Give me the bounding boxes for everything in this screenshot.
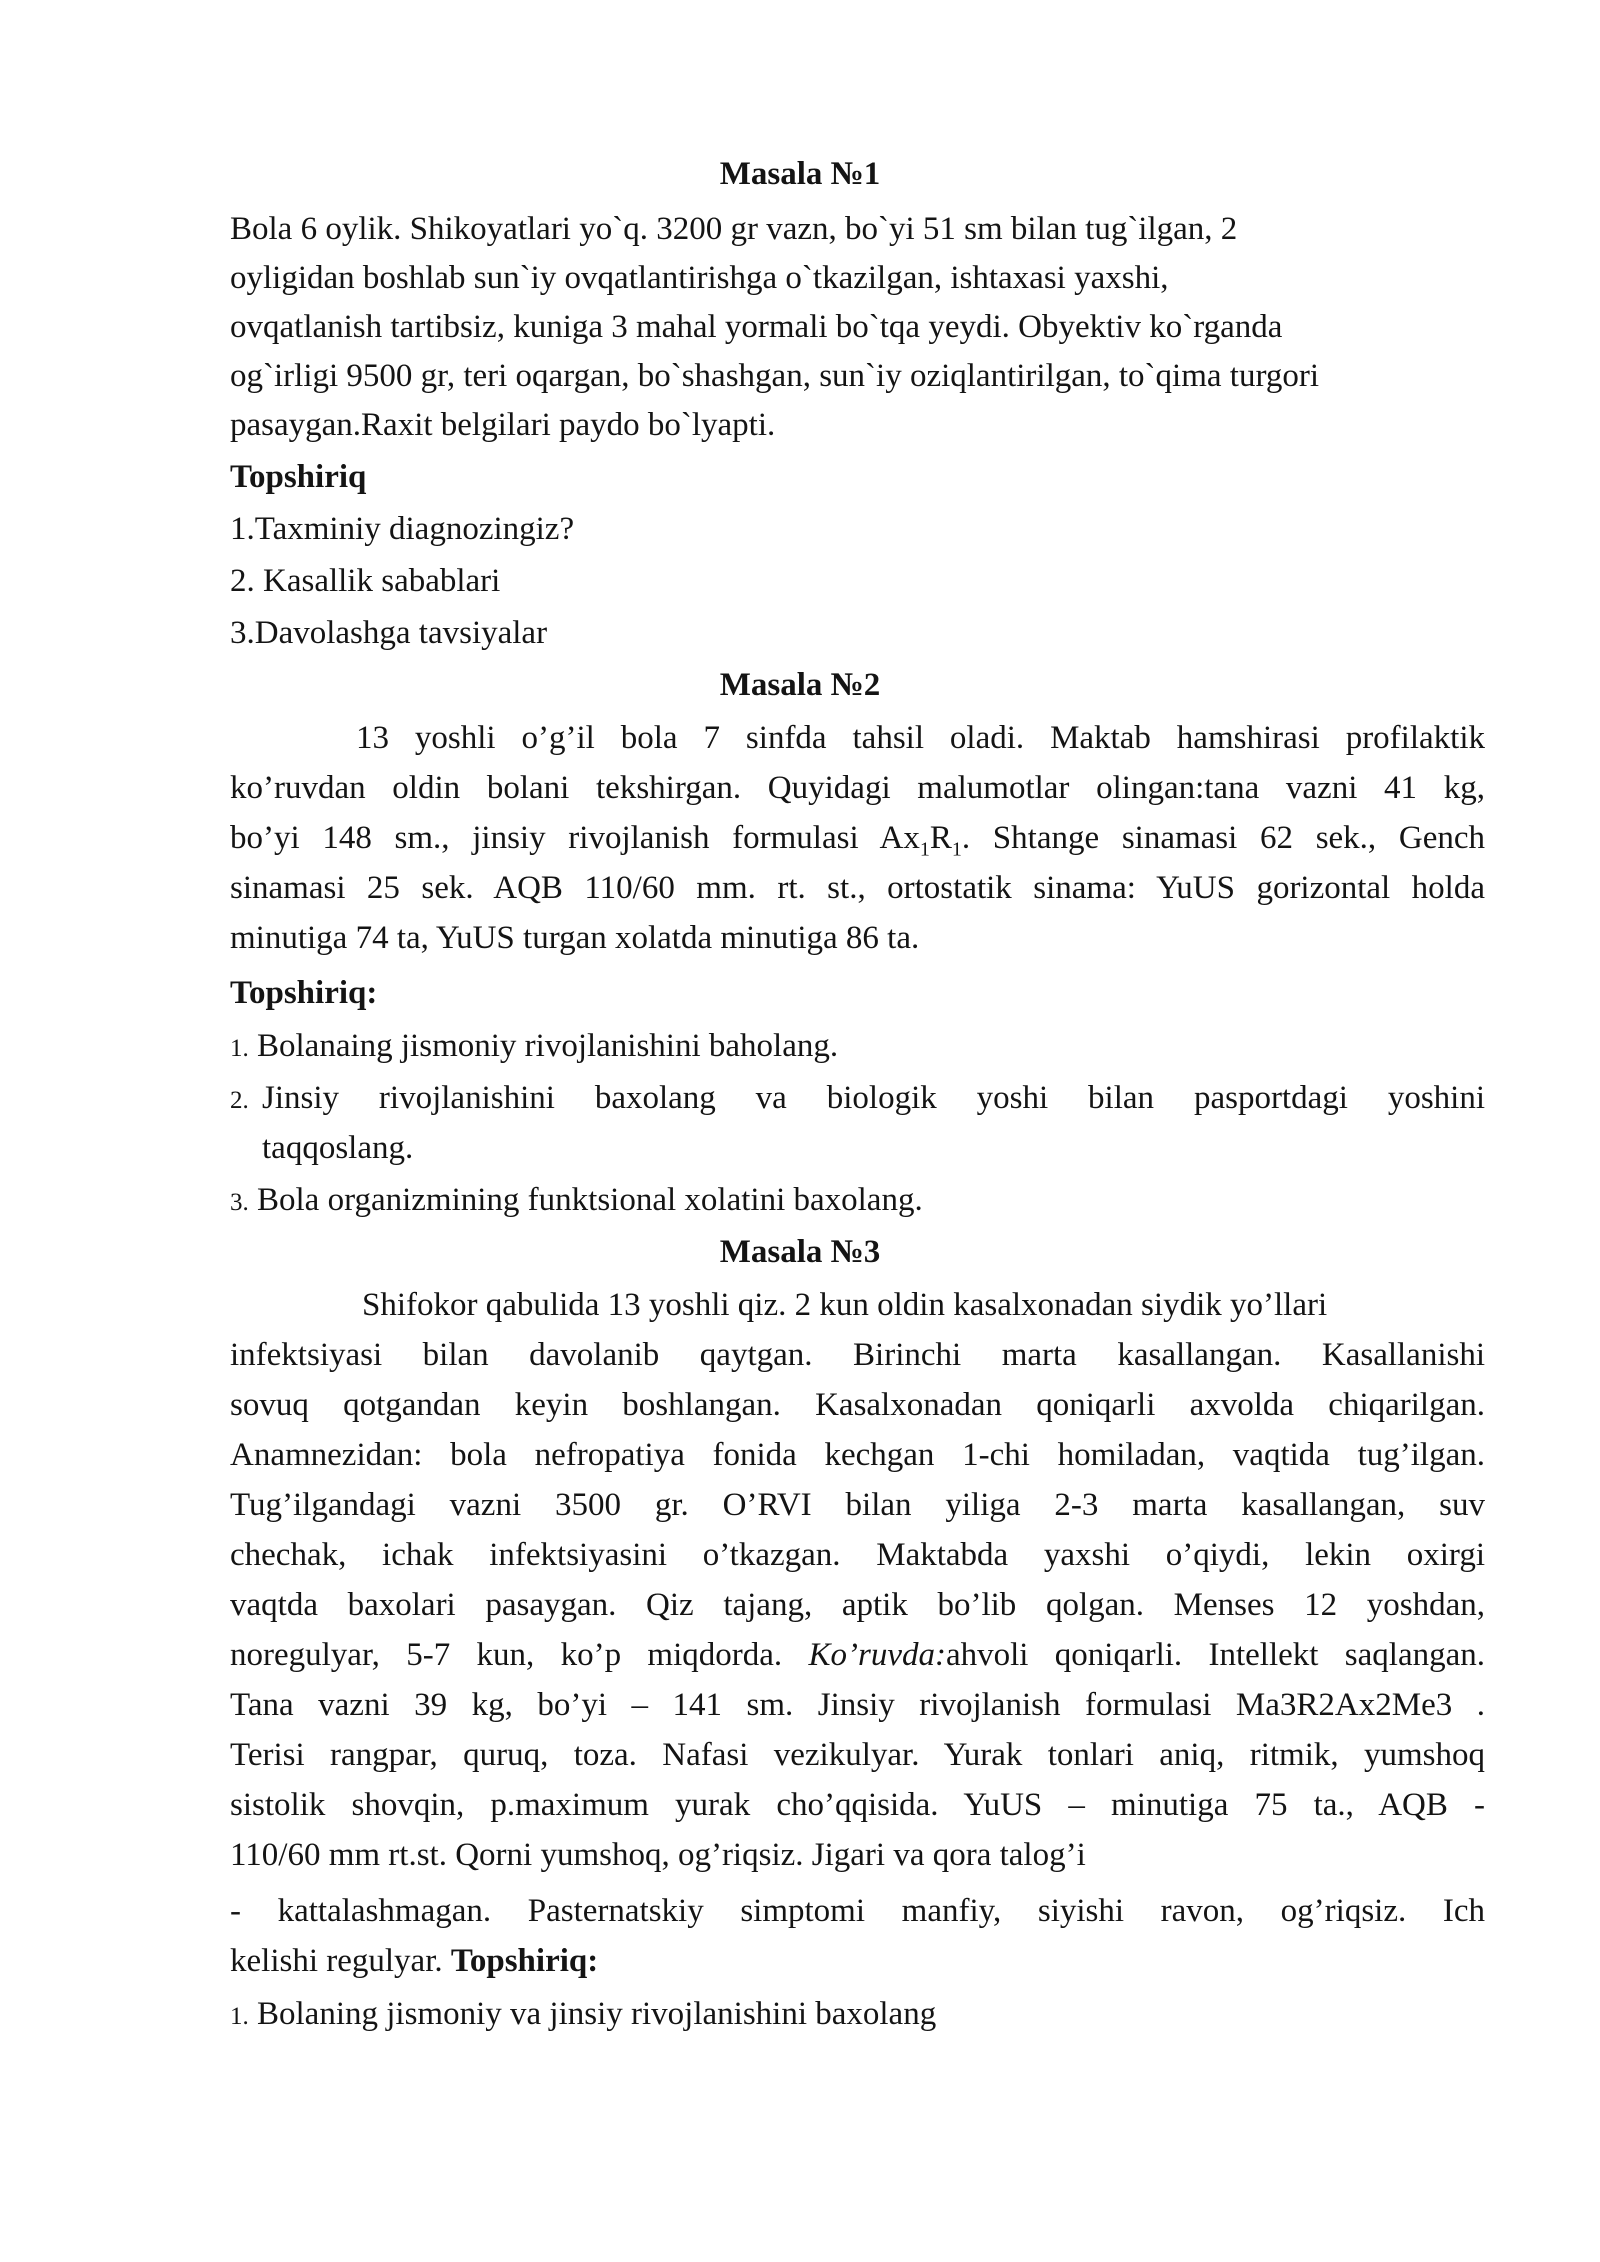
problem2-task — [230, 1024, 1485, 1071]
problem3-italic-label: Ko’ruvda: — [808, 1637, 946, 1673]
problem3-task-label: Topshiriq: — [450, 1943, 599, 1979]
problem2-task-label: Topshiriq: — [230, 975, 378, 1011]
task-text: Bolanaing jismoniy rivojlanishini baholang. — [257, 1028, 839, 1064]
problem3-line: - kattalashmagan. Pasternatskiy simptomi manfiy, siyishi ravon, og’riqsiz. Ich — [230, 1893, 1485, 1929]
problem2-subscript: 1 — [919, 838, 930, 860]
problem2-line3-text: R — [929, 820, 952, 856]
problem1-line: Bola 6 oylik. Shikoyatlari yo`q. 3200 gr vazn, bo`yi 51 sm bilan tug`ilgan, 2 — [230, 211, 1238, 247]
task-text: Bolaning jismoniy va jinsiy rivojlanishini baxolang — [257, 1996, 937, 2032]
problem2-line3-text: . Shtange sinamasi 62 sek., Gench — [961, 820, 1485, 856]
problem3-line8-text: noregulyar, 5-7 kun, ko’p miqdorda. — [230, 1637, 809, 1673]
problem1-line: pasaygan.Raxit belgilari paydo bo`lyapti. — [230, 407, 776, 443]
problem3-title: Masala №3 — [719, 1234, 881, 1270]
problem2-title: Masala №2 — [719, 667, 881, 703]
problem3-line14-text: kelishi regulyar. — [230, 1943, 451, 1979]
problem3-line: vaqtda baxolari pasaygan. Qiz tajang, aptik bo’lib qolgan. Menses 12 yoshdan, — [230, 1587, 1485, 1623]
problem3-line: Anamnezidan: bola nefropatiya fonida kechgan 1-chi homiladan, vaqtida tug’ilgan. — [230, 1437, 1485, 1473]
problem3-line: Tana vazni 39 kg, bo’yi – 141 sm. Jinsiy rivojlanish formulasi Ma3R2Ax2Me3 . — [230, 1687, 1485, 1723]
problem3-line: Terisi rangpar, quruq, toza. Nafasi vezikulyar. Yurak tonlari aniq, ritmik, yumshoq — [230, 1737, 1485, 1773]
problem1-task: 3.Davolashga tavsiyalar — [230, 615, 548, 651]
problem1-task-label: Topshiriq — [230, 459, 367, 495]
problem1-line: ovqatlanish tartibsiz, kuniga 3 mahal yormali bo`tqa yeydi. Obyektiv ko`rganda — [230, 309, 1283, 345]
problem3-line — [230, 1939, 1485, 1983]
problem3-line: Tug’ilgandagi vazni 3500 gr. O’RVI bilan yiliga 2-3 marta kasallangan, suv — [230, 1487, 1485, 1523]
problem1-title: Masala №1 — [719, 156, 881, 192]
problem3-line: sistolik shovqin, p.maximum yurak cho’qqisida. YuUS – minutiga 75 ta., AQB - — [230, 1787, 1485, 1823]
task-number: 3. — [230, 1189, 249, 1216]
task-number: 2. — [230, 1087, 249, 1114]
task-number: 1. — [230, 1035, 249, 1062]
problem2-subscript: 1 — [951, 838, 962, 860]
problem1-task: 2. Kasallik sabablari — [230, 563, 501, 599]
task-number-box — [230, 1076, 264, 1123]
problem2-line3-text: bo’yi 148 sm., jinsiy rivojlanish formulasi Ax — [230, 820, 920, 856]
problem2-line: minutiga 74 ta, YuUS turgan xolatda minutiga 86 ta. — [230, 920, 920, 956]
problem3-task — [230, 1992, 1485, 2039]
problem3-line: sovuq qotgandan keyin boshlangan. Kasalxonadan qoniqarli axvolda chiqarilgan. — [230, 1387, 1485, 1423]
problem1-line: og`irligi 9500 gr, teri oqargan, bo`shashgan, sun`iy oziqlantirilgan, to`qima turgori — [230, 358, 1319, 394]
problem3-line: 110/60 mm rt.st. Qorni yumshoq, og’riqsiz. Jigari va qora talog’i — [230, 1837, 1086, 1873]
problem3-line: infektsiyasi bilan davolanib qaytgan. Birinchi marta kasallangan. Kasallanishi — [230, 1337, 1485, 1373]
problem2-task-text: Jinsiy rivojlanishini baxolang va biologik yoshi bilan pasportdagi yoshini — [262, 1080, 1485, 1116]
problem3-line: chechak, ichak infektsiyasini o’tkazgan. Maktabda yaxshi o’qiydi, lekin oxirgi — [230, 1537, 1485, 1573]
problem1-task: 1.Taxminiy diagnozingiz? — [230, 511, 575, 547]
problem2-task — [230, 1178, 1485, 1225]
problem2-line: 13 yoshli o’g’il bola 7 sinfda tahsil oladi. Maktab hamshirasi profilaktik — [356, 720, 1485, 756]
problem1-line: oyligidan boshlab sun`iy ovqatlantirishga o`tkazilgan, ishtaxasi yaxshi, — [230, 260, 1169, 296]
problem2-line: sinamasi 25 sek. AQB 110/60 mm. rt. st., ortostatik sinama: YuUS gorizontal holda — [230, 870, 1485, 906]
problem3-line — [230, 1633, 1485, 1677]
problem3-line8-text: ahvoli qoniqarli. Intellekt saqlangan. — [945, 1637, 1485, 1673]
problem3-line: Shifokor qabulida 13 yoshli qiz. 2 kun oldin kasalxonadan siydik yo’llari — [362, 1287, 1328, 1323]
problem2-line: ko’ruvdan oldin bolani tekshirgan. Quyidagi malumotlar olingan:tana vazni 41 kg, — [230, 770, 1485, 806]
task-number: 1. — [230, 2003, 249, 2030]
task-text: Bola organizmining funktsional xolatini baxolang. — [257, 1182, 923, 1218]
problem2-line — [230, 816, 1485, 860]
problem2-task-continuation: taqqoslang. — [262, 1130, 414, 1166]
